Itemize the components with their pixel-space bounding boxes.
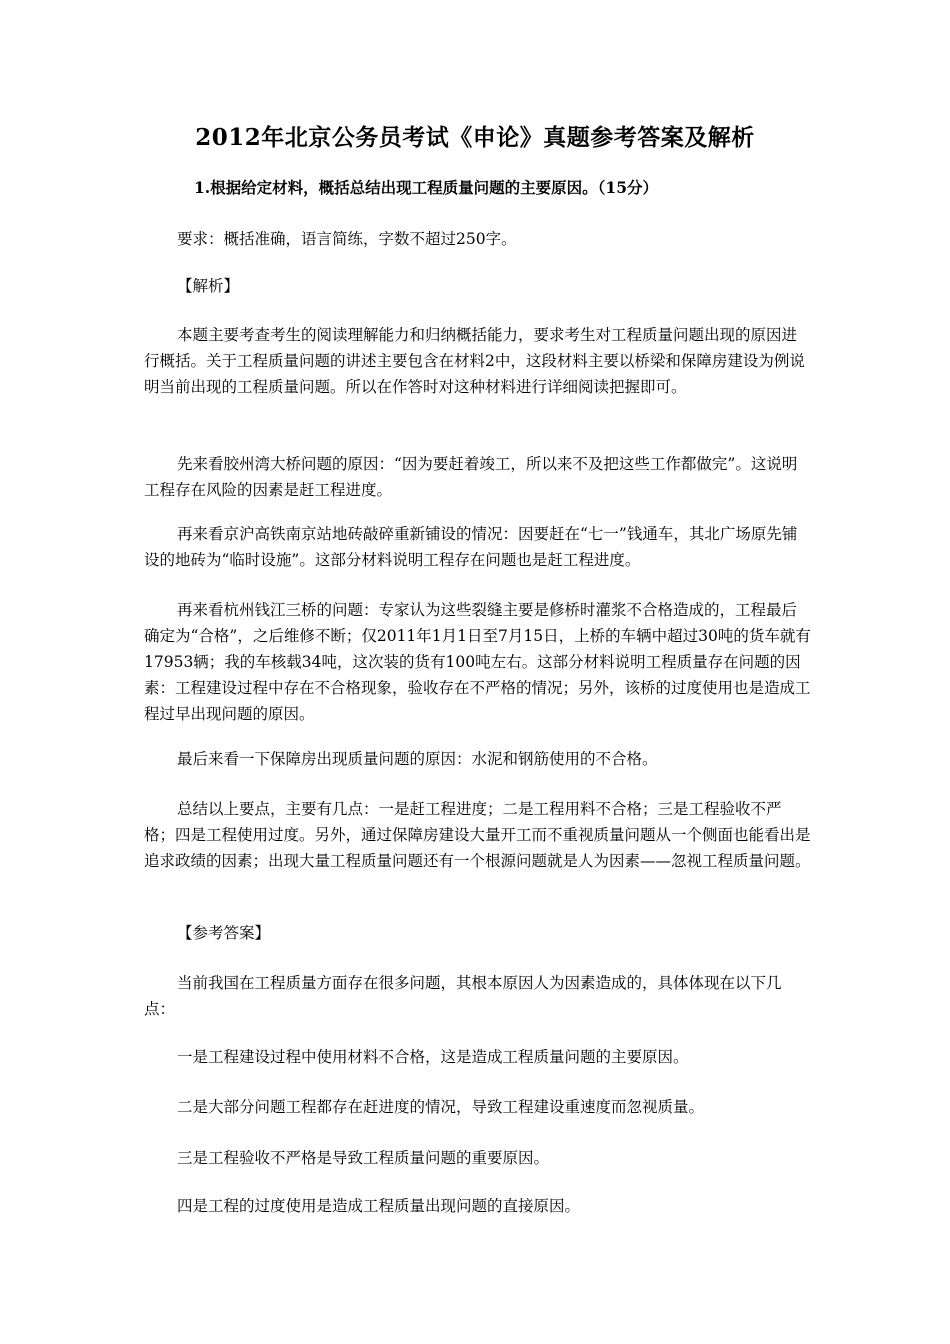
answer-heading: 【参考答案】 xyxy=(177,924,271,942)
analysis-heading: 【解析】 xyxy=(177,277,240,295)
analysis-paragraph: 再来看杭州钱江三桥的问题：专家认为这些裂缝主要是修桥时灌浆不合格造成的，工程最后确定为“合格”，之后维修不断；仅2011年1月1日至7月15日，上桥的车辆中超过30吨的货车就有17953辆；我的车核载34吨，这次装的货有100吨左右。这部分材料说明工程质量存在问题的因素：工程建设过程中存在不合格现象，验收存在不严格的情况；另外，该桥的过度使用也是造成工程过早出现问题的原因。 xyxy=(144,601,811,723)
analysis-paragraph: 再来看京沪高铁南京站地砖敲碎重新铺设的情况：因要赶在“七一”钱通车，其北广场原先铺设的地砖为“临时设施”。这部分材料说明工程存在问题也是赶工程进度。 xyxy=(144,525,798,569)
answer-paragraph: 三是工程验收不严格是导致工程质量问题的重要原因。 xyxy=(177,1149,550,1167)
analysis-paragraph: 最后来看一下保障房出现质量问题的原因：水泥和钢筋使用的不合格。 xyxy=(177,750,658,768)
analysis-paragraph: 总结以上要点，主要有几点：一是赶工程进度；二是工程用料不合格；三是工程验收不严格；四是工程使用过度。另外，通过保障房建设大量开工而不重视质量问题从一个侧面也能看出是追求政绩的因素；出现大量工程质量问题还有一个根源问题就是人为因素——忽视工程质量问题。 xyxy=(144,800,811,870)
document-title: 2012年北京公务员考试《申论》真题参考答案及解析 xyxy=(195,124,755,151)
question-heading: 1.根据给定材料，概括总结出现工程质量问题的主要原因。（15分） xyxy=(194,178,659,197)
analysis-paragraph: 先来看胶州湾大桥问题的原因：“因为要赶着竣工，所以来不及把这些工作都做完”。这说明工程存在风险的因素是赶工程进度。 xyxy=(144,455,798,499)
answer-paragraph: 四是工程的过度使用是造成工程质量出现问题的直接原因。 xyxy=(177,1197,581,1215)
answer-paragraph: 当前我国在工程质量方面存在很多问题，其根本原因人为因素造成的，具体体现在以下几点： xyxy=(144,974,782,1018)
requirement-text: 要求：概括准确，语言简练，字数不超过250字。 xyxy=(177,230,517,248)
answer-paragraph: 一是工程建设过程中使用材料不合格，这是造成工程质量问题的主要原因。 xyxy=(177,1048,689,1066)
analysis-paragraph: 本题主要考查考生的阅读理解能力和归纳概括能力，要求考生对工程质量问题出现的原因进行概括。关于工程质量问题的讲述主要包含在材料2中，这段材料主要以桥梁和保障房建设为例说明当前出现的工程质量问题。所以在作答时对这种材料进行详细阅读把握即可。 xyxy=(144,326,805,396)
answer-paragraph: 二是大部分问题工程都存在赶进度的情况，导致工程建设重速度而忽视质量。 xyxy=(177,1098,705,1116)
